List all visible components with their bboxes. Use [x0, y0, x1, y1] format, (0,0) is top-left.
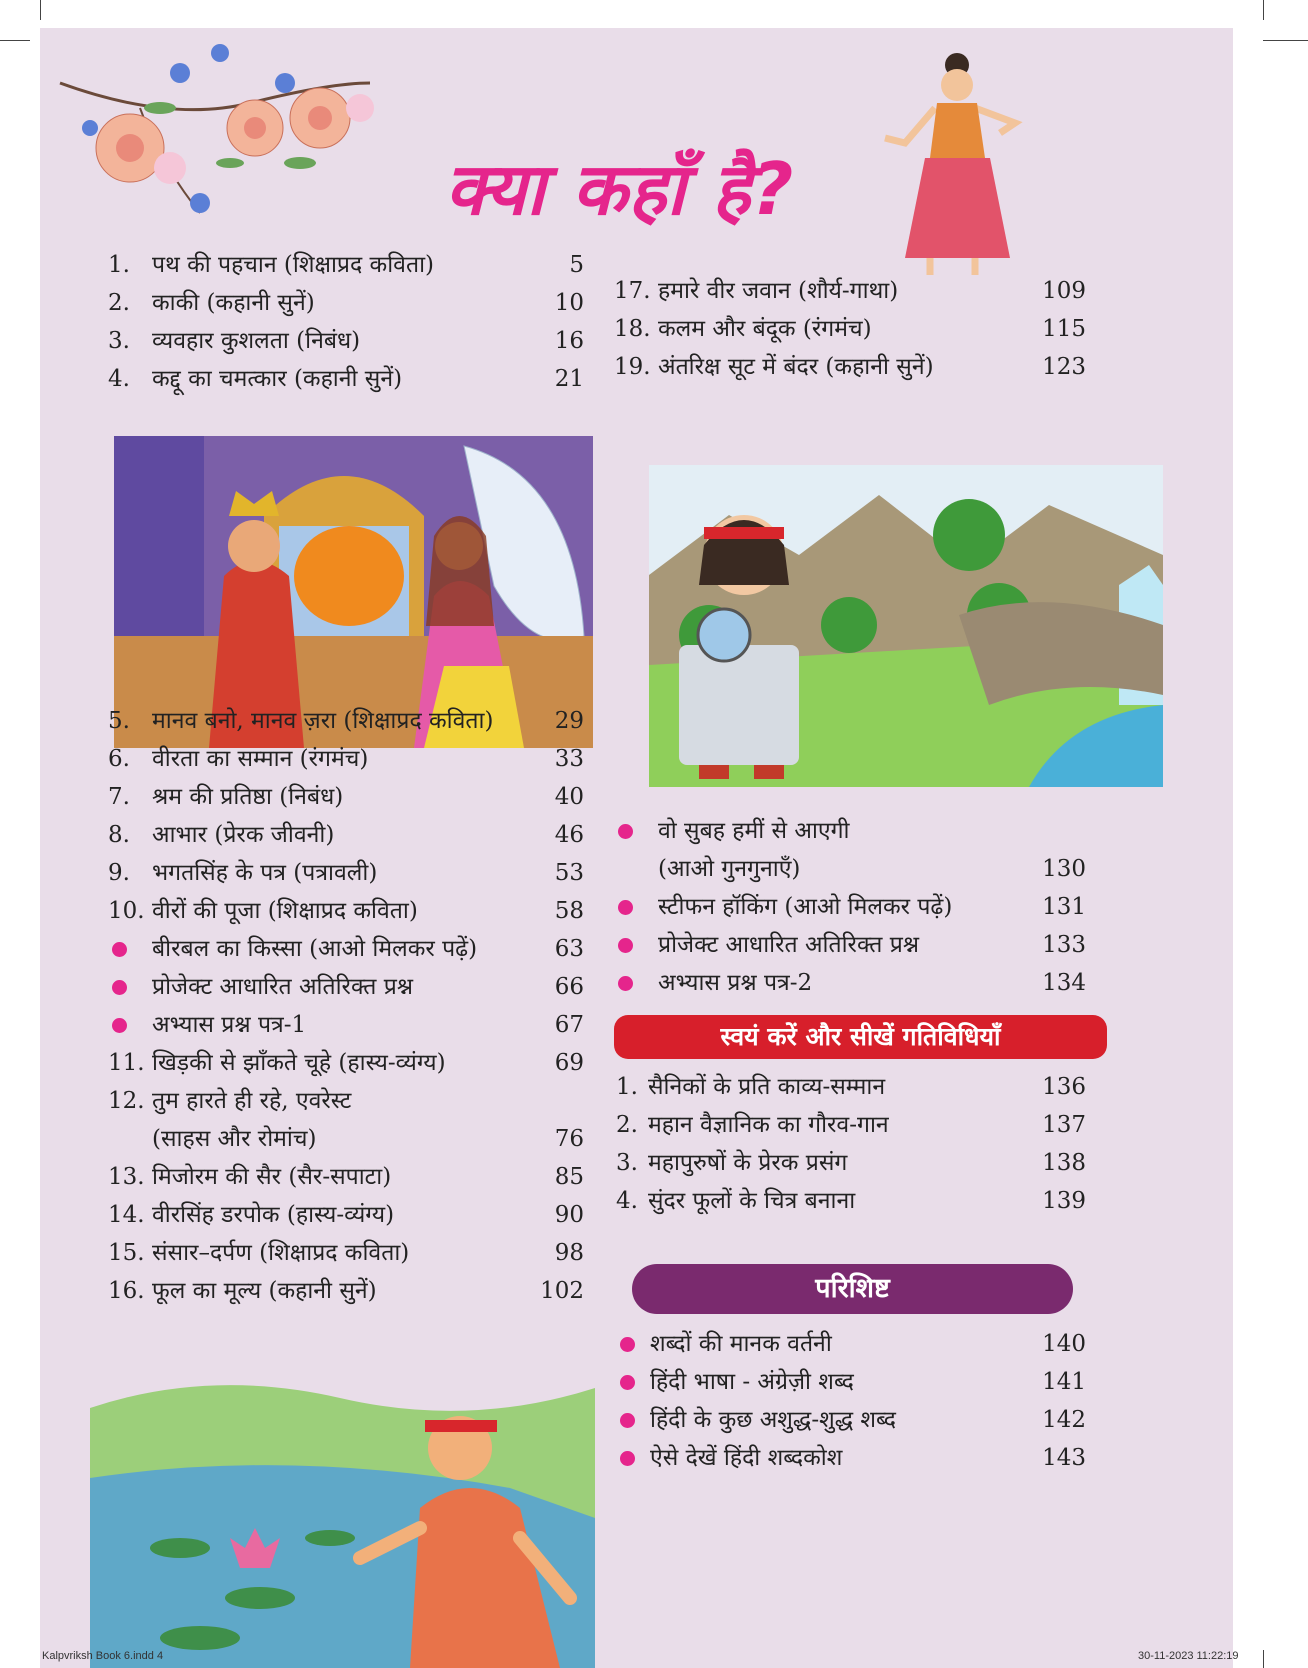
- toc-entry[interactable]: [108, 740, 584, 778]
- entry-page: 21: [554, 366, 584, 392]
- toc-entry[interactable]: [108, 1234, 584, 1272]
- entry-page: 46: [554, 822, 584, 848]
- entry-page: 109: [1042, 278, 1086, 304]
- entry-number: 3.: [616, 1150, 638, 1176]
- entry-title: श्रम की प्रतिष्ठा (निबंध): [152, 784, 344, 810]
- entry-page: 133: [1042, 932, 1086, 958]
- entry-title: अभ्यास प्रश्न पत्र-2: [658, 970, 813, 996]
- toc-entry[interactable]: [616, 1106, 1086, 1144]
- toc-entry[interactable]: [614, 272, 1086, 310]
- entry-title: व्यवहार कुशलता (निबंध): [152, 328, 361, 354]
- toc-entry[interactable]: [108, 246, 584, 284]
- entry-page: 63: [554, 936, 584, 962]
- toc-right-top: [614, 272, 1086, 386]
- appendix-banner: परिशिष्ट: [632, 1264, 1073, 1314]
- toc-entry-continuation[interactable]: [614, 850, 1086, 888]
- entry-number: 2.: [108, 290, 130, 316]
- entry-title: अभ्यास प्रश्न पत्र-1: [152, 1012, 307, 1038]
- entry-title: वो सुबह हमीं से आएगी: [658, 818, 850, 844]
- toc-entry[interactable]: [614, 888, 1086, 926]
- entry-page: 142: [1042, 1407, 1086, 1433]
- toc-entry[interactable]: [108, 322, 584, 360]
- astronaut-girl-illustration: [649, 465, 1163, 787]
- bullet-icon: [620, 1375, 635, 1390]
- entry-title: फूल का मूल्य (कहानी सुनें): [152, 1278, 377, 1304]
- entry-title: (साहस और रोमांच): [152, 1126, 317, 1152]
- toc-entry[interactable]: [616, 1068, 1086, 1106]
- entry-title: बीरबल का किस्सा (आओ मिलकर पढ़ें): [152, 936, 478, 962]
- entry-title: पथ की पहचान (शिक्षाप्रद कविता): [152, 252, 434, 278]
- dancer-illustration: [875, 43, 1025, 283]
- toc-entry[interactable]: [108, 1272, 584, 1310]
- entry-page: 66: [554, 974, 584, 1000]
- bullet-icon: [620, 1413, 635, 1428]
- toc-entry[interactable]: [108, 284, 584, 322]
- entry-title: तुम हारते ही रहे, एवरेस्ट: [152, 1088, 352, 1114]
- bullet-icon: [618, 900, 633, 915]
- entry-title: भगतसिंह के पत्र (पत्रावली): [152, 860, 378, 886]
- entry-title: सैनिकों के प्रति काव्य-सम्मान: [648, 1074, 886, 1100]
- toc-entry[interactable]: [614, 926, 1086, 964]
- entry-page: 102: [540, 1278, 584, 1304]
- bullet-icon: [618, 824, 633, 839]
- contents-page: [40, 28, 1233, 1668]
- entry-title: स्टीफन हॉकिंग (आओ मिलकर पढ़ें): [658, 894, 953, 920]
- entry-number: 8.: [108, 822, 130, 848]
- pond-man-illustration: [90, 1368, 595, 1668]
- entry-page: 136: [1042, 1074, 1086, 1100]
- toc-entry[interactable]: [616, 1182, 1086, 1220]
- entry-number: 15.: [108, 1240, 145, 1266]
- entry-title: प्रोजेक्ट आधारित अतिरिक्त प्रश्न: [152, 974, 414, 1000]
- entry-number: 16.: [108, 1278, 145, 1304]
- entry-page: 98: [554, 1240, 584, 1266]
- bullet-icon: [112, 980, 127, 995]
- entry-page: 29: [554, 708, 584, 734]
- entry-page: 143: [1042, 1445, 1086, 1471]
- entry-number: 3.: [108, 328, 130, 354]
- entry-number: 17.: [614, 278, 651, 304]
- activities-banner: स्वयं करें और सीखें गतिविधियाँ: [614, 1015, 1107, 1059]
- entry-number: 12.: [108, 1088, 145, 1114]
- entry-page: 69: [554, 1050, 584, 1076]
- entry-page: 16: [554, 328, 584, 354]
- toc-entry[interactable]: [108, 854, 584, 892]
- footer-file-info: Kalpvriksh Book 6.indd 4: [42, 1650, 164, 1662]
- bullet-icon: [620, 1337, 635, 1352]
- activities-list: [616, 1068, 1086, 1220]
- entry-page: 130: [1042, 856, 1086, 882]
- entry-page: 131: [1042, 894, 1086, 920]
- flower-branch-illustration: [50, 28, 380, 233]
- entry-page: 85: [554, 1164, 584, 1190]
- entry-title: मानव बनो, मानव ज़रा (शिक्षाप्रद कविता): [152, 708, 494, 734]
- entry-number: 18.: [614, 316, 651, 342]
- entry-page: 40: [554, 784, 584, 810]
- entry-number: 4.: [616, 1188, 638, 1214]
- toc-entry[interactable]: [108, 1006, 584, 1044]
- bullet-icon: [618, 938, 633, 953]
- bullet-icon: [112, 1018, 127, 1033]
- entry-page: 33: [554, 746, 584, 772]
- entry-title: आभार (प्रेरक जीवनी): [152, 822, 335, 848]
- entry-title: हिंदी के कुछ अशुद्ध-शुद्ध शब्द: [650, 1407, 896, 1433]
- entry-number: 10.: [108, 898, 145, 924]
- bullet-icon: [618, 976, 633, 991]
- footer-timestamp: 30-11-2023 11:22:19: [1138, 1650, 1239, 1662]
- toc-entry[interactable]: [108, 360, 584, 398]
- entry-title: खिड़की से झाँकते चूहे (हास्य-व्यंग्य): [152, 1050, 446, 1076]
- toc-entry[interactable]: [616, 1325, 1086, 1363]
- crop-mark: [1263, 40, 1308, 41]
- entry-page: 140: [1042, 1331, 1086, 1357]
- entry-page: 67: [554, 1012, 584, 1038]
- entry-page: 134: [1042, 970, 1086, 996]
- toc-entry[interactable]: [614, 310, 1086, 348]
- crop-mark: [0, 40, 30, 41]
- entry-title: हमारे वीर जवान (शौर्य-गाथा): [658, 278, 899, 304]
- toc-entry[interactable]: [614, 812, 1086, 850]
- entry-page: 10: [554, 290, 584, 316]
- entry-page: 76: [554, 1126, 584, 1152]
- toc-left-main: [108, 702, 584, 1310]
- entry-number: 1.: [108, 252, 130, 278]
- entry-title: प्रोजेक्ट आधारित अतिरिक्त प्रश्न: [658, 932, 920, 958]
- toc-entry[interactable]: [108, 702, 584, 740]
- entry-title: महापुरुषों के प्रेरक प्रसंग: [648, 1150, 848, 1176]
- toc-entry[interactable]: [614, 348, 1086, 386]
- entry-title: महान वैज्ञानिक का गौरव-गान: [648, 1112, 889, 1138]
- entry-title: हिंदी भाषा - अंग्रेज़ी शब्द: [650, 1369, 854, 1395]
- entry-title: अंतरिक्ष सूट में बंदर (कहानी सुनें): [658, 354, 934, 380]
- toc-entry[interactable]: [108, 968, 584, 1006]
- entry-page: 5: [569, 252, 584, 278]
- entry-number: 13.: [108, 1164, 145, 1190]
- entry-number: 5.: [108, 708, 130, 734]
- toc-entry[interactable]: [108, 1082, 584, 1120]
- toc-entry-continuation[interactable]: [108, 1120, 584, 1158]
- entry-title: सुंदर फूलों के चित्र बनाना: [648, 1188, 856, 1214]
- entry-page: 139: [1042, 1188, 1086, 1214]
- entry-page: 123: [1042, 354, 1086, 380]
- entry-number: 14.: [108, 1202, 145, 1228]
- toc-entry[interactable]: [108, 816, 584, 854]
- entry-page: 141: [1042, 1369, 1086, 1395]
- bullet-icon: [620, 1451, 635, 1466]
- entry-title: वीरसिंह डरपोक (हास्य-व्यंग्य): [152, 1202, 395, 1228]
- toc-entry[interactable]: [108, 930, 584, 968]
- entry-title: शब्दों की मानक वर्तनी: [650, 1331, 832, 1357]
- toc-left-top: [108, 246, 584, 398]
- entry-page: 115: [1042, 316, 1086, 342]
- entry-title: वीरता का सम्मान (रंगमंच): [152, 746, 369, 772]
- entry-number: 1.: [616, 1074, 638, 1100]
- entry-number: 9.: [108, 860, 130, 886]
- entry-page: 58: [554, 898, 584, 924]
- entry-number: 19.: [614, 354, 651, 380]
- toc-entry[interactable]: [616, 1363, 1086, 1401]
- entry-number: 7.: [108, 784, 130, 810]
- entry-page: 90: [554, 1202, 584, 1228]
- entry-number: 4.: [108, 366, 130, 392]
- entry-number: 11.: [108, 1050, 145, 1076]
- entry-title: संसार–दर्पण (शिक्षाप्रद कविता): [152, 1240, 410, 1266]
- toc-entry[interactable]: [108, 892, 584, 930]
- entry-title: वीरों की पूजा (शिक्षाप्रद कविता): [152, 898, 418, 924]
- toc-right-bullets: [614, 812, 1086, 1002]
- page-title: क्या कहाँ है?: [445, 147, 795, 231]
- crop-mark: [40, 0, 41, 20]
- entry-page: 138: [1042, 1150, 1086, 1176]
- toc-entry[interactable]: [108, 778, 584, 816]
- entry-title: ऐसे देखें हिंदी शब्दकोश: [650, 1445, 843, 1471]
- entry-title: मिजोरम की सैर (सैर-सपाटा): [152, 1164, 392, 1190]
- toc-entry[interactable]: [616, 1401, 1086, 1439]
- entry-page: 137: [1042, 1112, 1086, 1138]
- entry-title: कलम और बंदूक (रंगमंच): [658, 316, 872, 342]
- entry-title: (आओ गुनगुनाएँ): [658, 856, 801, 882]
- entry-number: 6.: [108, 746, 130, 772]
- bullet-icon: [112, 942, 127, 957]
- entry-page: 53: [554, 860, 584, 886]
- entry-title: कद्दू का चमत्कार (कहानी सुनें): [152, 366, 403, 392]
- toc-entry[interactable]: [108, 1196, 584, 1234]
- crop-mark: [1263, 0, 1264, 20]
- crop-mark: [1263, 1650, 1264, 1668]
- entry-number: 2.: [616, 1112, 638, 1138]
- toc-entry[interactable]: [616, 1144, 1086, 1182]
- toc-entry[interactable]: [614, 964, 1086, 1002]
- entry-title: काकी (कहानी सुनें): [152, 290, 315, 316]
- toc-entry[interactable]: [108, 1044, 584, 1082]
- toc-entry[interactable]: [108, 1158, 584, 1196]
- appendix-list: [616, 1325, 1086, 1477]
- toc-entry[interactable]: [616, 1439, 1086, 1477]
